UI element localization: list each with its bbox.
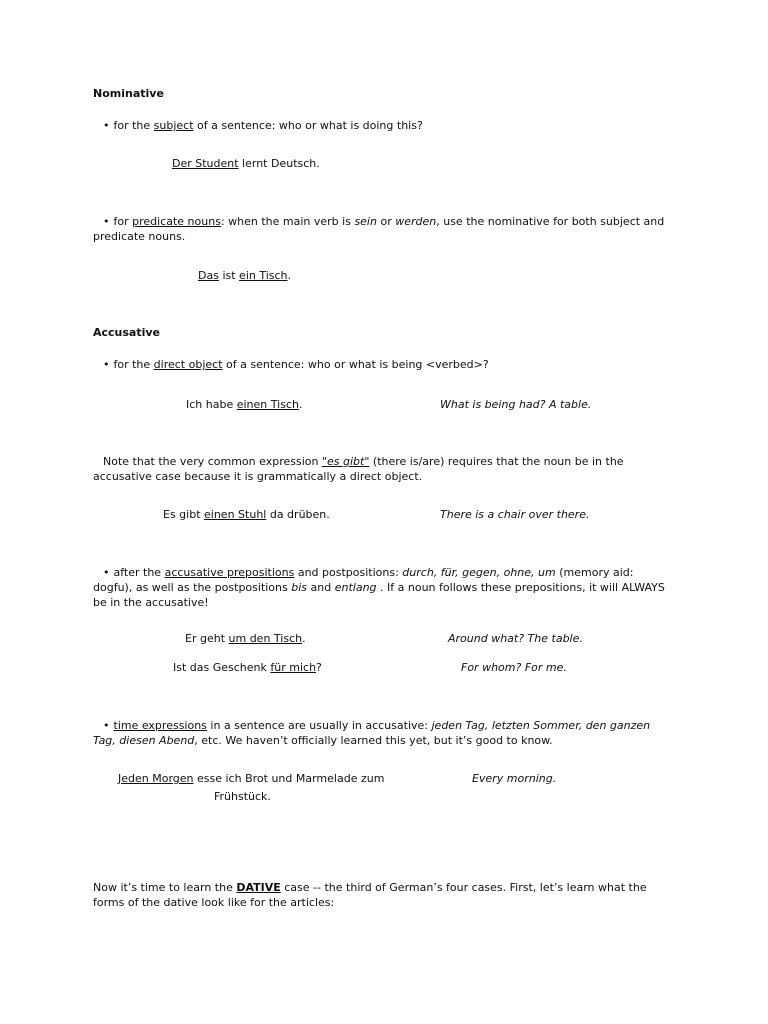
- example-jeden-morgen-line2: Frühstück.: [214, 790, 271, 803]
- accusative-bullet-prepositions: • after the accusative prepositions and postpositions: durch, für, gegen, ohne, um (memory aid: dogfu), as well as the postpositions bis and entlang . If a noun follows these prepositions, it will ALWAYS be in the accusative!: [93, 566, 665, 609]
- term-direct-object: direct object: [153, 358, 223, 371]
- accusative-heading: Accusative: [93, 326, 161, 339]
- translation-chair: There is a chair over there.: [440, 508, 590, 521]
- bullet-marker: •: [103, 719, 110, 732]
- es-gibt-note: Note that the very common expression "es gibt" (there is/are) requires that the noun be in the accusative case because it is grammatically a direct object.: [93, 455, 624, 483]
- term-time-expressions: time expressions: [113, 719, 207, 732]
- term-accusative-prepositions: accusative prepositions: [164, 566, 295, 579]
- example-geschenk: Ist das Geschenk für mich?: [173, 661, 322, 674]
- bullet-marker: •: [103, 566, 110, 579]
- example-das-ist: Das ist ein Tisch.: [198, 269, 292, 282]
- translation-every-morning: Every morning.: [472, 772, 557, 785]
- example-der-student: Der Student lernt Deutsch.: [172, 157, 320, 170]
- term-dative: DATIVE: [236, 881, 281, 894]
- example-ich-habe: Ich habe einen Tisch.: [186, 398, 303, 411]
- example-es-gibt: Es gibt einen Stuhl da drüben.: [163, 508, 330, 521]
- nominative-heading: Nominative: [93, 87, 164, 100]
- translation-around: Around what? The table.: [448, 632, 583, 645]
- term-predicate-nouns: predicate nouns: [132, 215, 221, 228]
- accusative-bullet-direct-object: • for the direct object of a sentence: who or what is being <verbed>?: [103, 358, 489, 371]
- bullet-marker: •: [103, 215, 110, 228]
- bullet-marker: •: [103, 119, 110, 132]
- example-er-geht: Er geht um den Tisch.: [185, 632, 306, 645]
- term-es-gibt: "es gibt": [321, 455, 370, 468]
- example-jeden-morgen: Jeden Morgen esse ich Brot und Marmelade zum: [118, 772, 385, 785]
- translation-had: What is being had? A table.: [440, 398, 592, 411]
- accusative-bullet-time: • time expressions in a sentence are usually in accusative: jeden Tag, letzten Sommer, den ganzen Tag, diesen Abend, etc. We haven’t officially learned this yet, but it’s good to know.: [93, 719, 651, 747]
- translation-for-whom: For whom? For me.: [461, 661, 567, 674]
- nominative-bullet-subject: • for the subject of a sentence: who or what is doing this?: [103, 119, 423, 132]
- term-subject: subject: [153, 119, 194, 132]
- dative-intro: Now it’s time to learn the DATIVE case -- the third of German’s four cases. First, let’s learn what the forms of the dative look like for the articles:: [93, 881, 647, 909]
- bullet-marker: •: [103, 358, 110, 371]
- nominative-bullet-predicate: • for predicate nouns: when the main verb is sein or werden, use the nominative for both subject and predicate nouns.: [93, 215, 665, 243]
